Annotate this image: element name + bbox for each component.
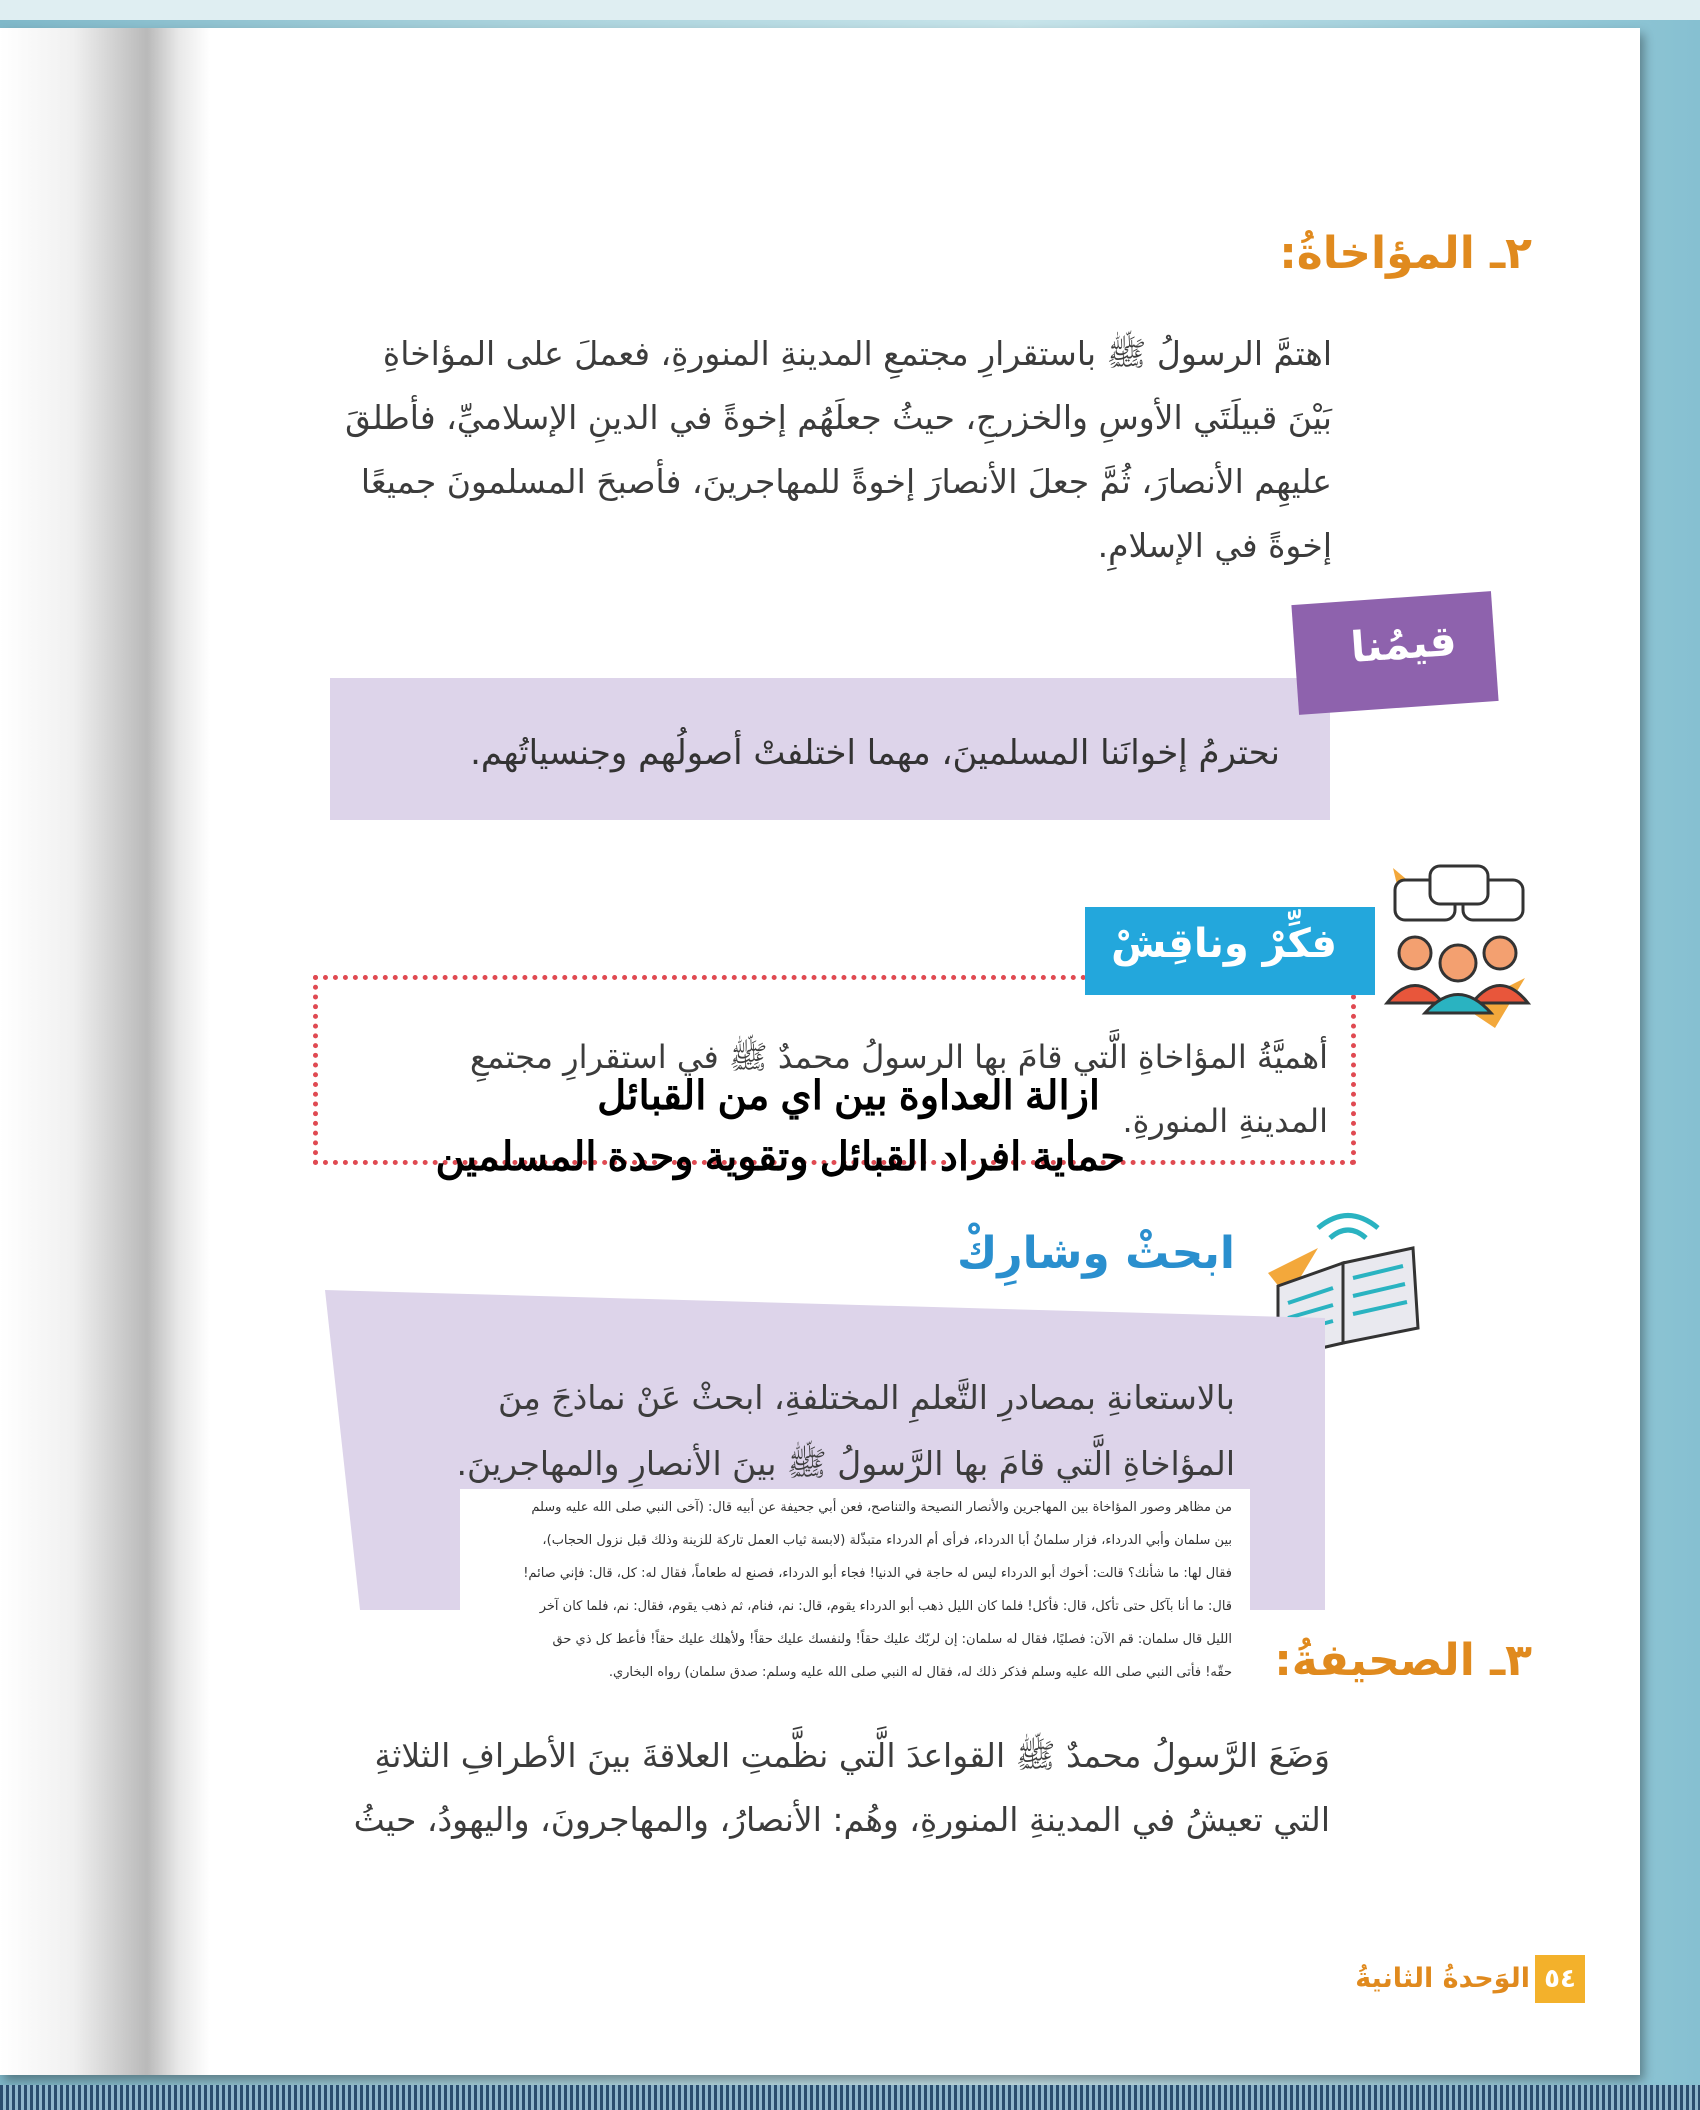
paragraph-line: وَضَعَ الرَّسولُ محمدٌ ﷺ القواعدَ الَّتي نظَّمتِ العلاقةَ بينَ الأطرافِ الثلاثةِ [374, 1736, 1330, 1775]
unit-label: الوَحدةُ الثانيةُ [1355, 1963, 1530, 1994]
reference-line: بين سلمان وأبي الدرداء، فزار سلمانُ أبا الدرداء، فرأى أم الدرداء متبذّلة (لابسة ثياب العمل تاركة للزينة وذلك قبل نزول الحجاب)، [542, 1533, 1232, 1548]
page-number: ٥٤ [1535, 1955, 1585, 2003]
reference-line: حقّه! فأتى النبي صلى الله عليه وسلم فذكر ذلك له، فقال له النبي صلى الله عليه وسلم: صدق سلمان) رواه البخاري. [608, 1665, 1232, 1680]
paragraph-line: اهتمَّ الرسولُ ﷺ باستقرارِ مجتمعِ المدينةِ المنورةِ، فعملَ على المؤاخاةِ [382, 334, 1332, 373]
reference-line: الليل قال سلمان: قم الآن: فصليًا، فقال له سلمان: إن لربّك عليك حقاً! ولنفسك عليك حقاً! ولأهلك عليك حقاً! فأعط كل ذي حق [552, 1632, 1232, 1647]
reference-line: من مظاهر وصور المؤاخاة بين المهاجرين والأنصار النصيحة والتناصح، فعن أبي جحيفة عن أبيه قال: (آخى النبي صلى الله عليه وسلم [531, 1500, 1232, 1515]
discussion-people-icon [1375, 858, 1550, 1028]
section-heading-brotherhood: ٢ـ المؤاخاةُ: [1279, 228, 1532, 279]
values-text: نحترمُ إخوانَنا المسلمينَ، مهما اختلفتْ أصولُهم وجنسياتُهم. [470, 733, 1280, 773]
reference-line: قال: ما أنا بآكل حتى تأكل، قال: فأكل! فلما كان الليل ذهب أبو الدرداء يقوم، قال: نم، فنام، ثم ذهب يقوم، فقال: نم، فلما كان آخر [539, 1599, 1232, 1614]
page-gutter-shadow [0, 28, 210, 2075]
research-title: ابحثْ وشارِكْ [956, 1228, 1235, 1279]
top-frame [0, 0, 1700, 20]
think-discuss-tag-label: فكِّرْ وناقِشْ [1111, 921, 1337, 967]
paragraph-line: بَيْنَ قبيلَتَي الأوسِ والخزرجِ، حيثُ جعلَهُم إخوةً في الدينِ الإسلاميِّ، فأطلقَ [345, 398, 1332, 437]
research-paragraph [335, 1365, 1235, 1497]
question-line: أهميَّةُ المؤاخاةِ الَّتي قامَ بها الرسولُ محمدٌ ﷺ في استقرارِ مجتمعِ [469, 1038, 1328, 1076]
bottom-frame [0, 2085, 1700, 2110]
paragraph-line: التي تعيشُ في المدينةِ المنورةِ، وهُم: الأنصارُ، والمهاجرونَ، واليهودُ، حيثُ [353, 1800, 1330, 1839]
values-tag [1291, 591, 1498, 715]
research-line: بالاستعانةِ بمصادرِ التَّعلمِ المختلفةِ، ابحثْ عَنْ نماذجَ مِنَ [497, 1378, 1235, 1417]
brotherhood-paragraph [272, 322, 1332, 578]
answer-line-1: ازالة العداوة بين اي من القبائل [597, 1074, 1100, 1118]
answer-line-2: حماية افراد القبائل وتقوية وحدة المسلمين [435, 1135, 1125, 1179]
question-line: المدينةِ المنورةِ. [1122, 1102, 1328, 1140]
reference-line: فقال لها: ما شأنك؟ قالت: أخوك أبو الدرداء ليس له حاجة في الدنيا! فجاء أبو الدرداء، فصنع له طعاماً، فقال له: كل، قال: فإني صائم! [523, 1566, 1232, 1581]
values-tag-label: قيمُنا [1349, 615, 1458, 673]
research-line: المؤاخاةِ الَّتي قامَ بها الرَّسولُ ﷺ بينَ الأنصارِ والمهاجرينَ. [456, 1444, 1235, 1483]
paragraph-line: عليهِم الأنصارَ، ثُمَّ جعلَ الأنصارَ إخوةً للمهاجرينَ، فأصبحَ المسلمونَ جميعًا [360, 462, 1332, 501]
section-heading-document: ٣ـ الصحيفةُ: [1274, 1635, 1532, 1686]
paragraph-line: إخوةً في الإسلامِ. [1097, 526, 1332, 565]
document-paragraph [290, 1724, 1330, 1852]
think-discuss-tag [1085, 907, 1375, 995]
